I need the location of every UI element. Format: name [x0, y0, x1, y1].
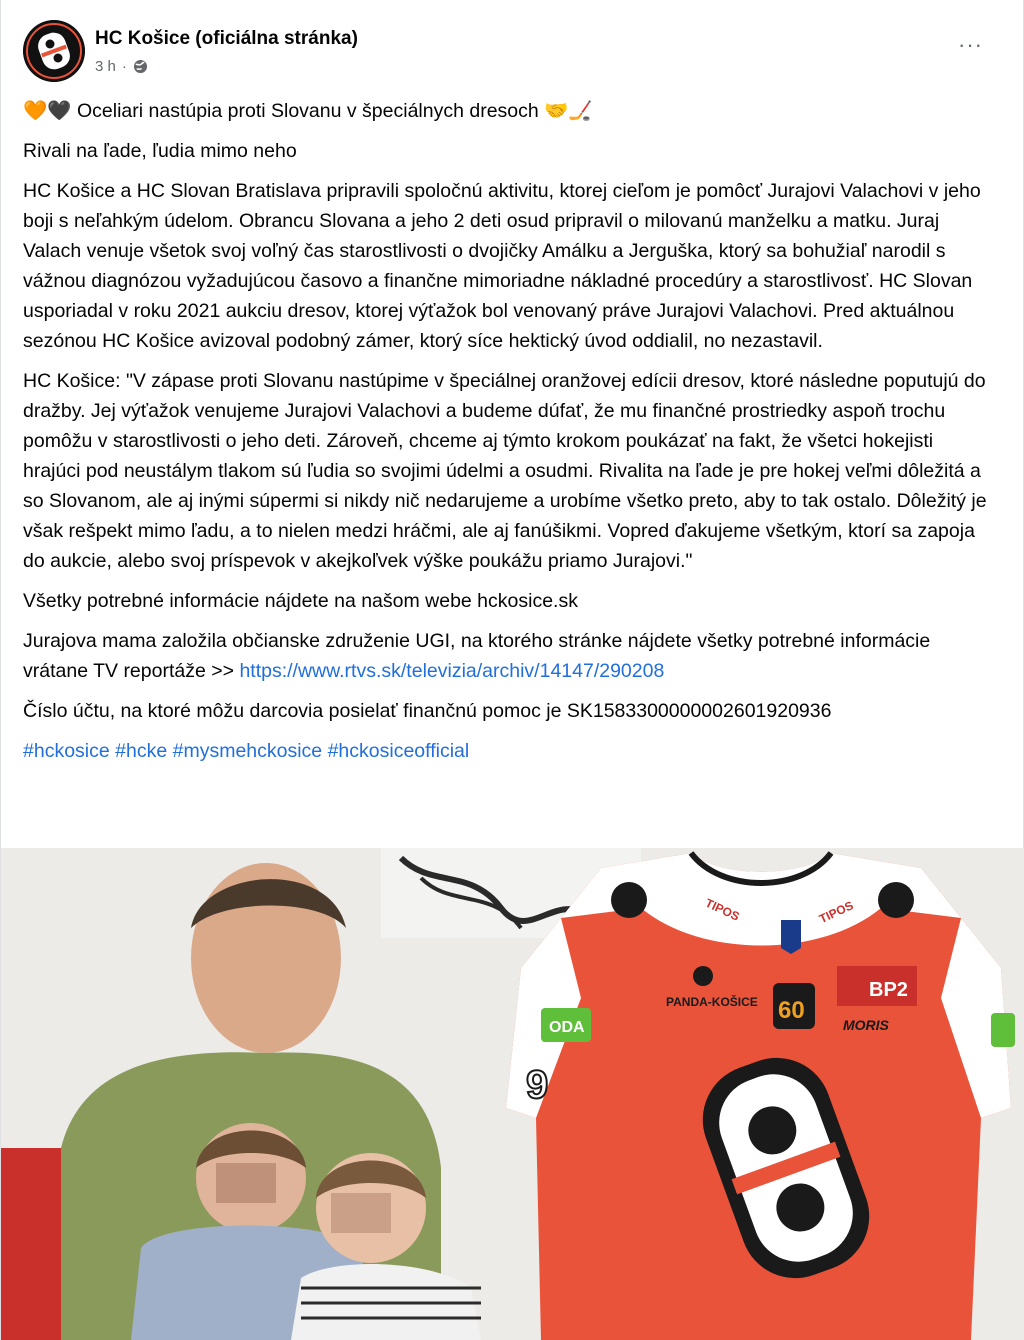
- hashtag-mysmehckosice[interactable]: #mysmehckosice: [172, 740, 323, 762]
- tipos-left: TIPOS: [703, 895, 742, 924]
- headline-emoji-end: 🤝🏒: [544, 100, 593, 122]
- post-paragraph-2: HC Košice: "V zápase proti Slovanu nastúpime v špeciálnej oranžovej edícii dresov, ktoré následne poputujú do dražby. Jej výťažok venujeme Jurajovi Valachovi a budeme dúfať, že mu finančné prostriedky aspoň trochu pomôžu v starostlivosti o jeho deti. Zároveň, chceme aj týmto krokom poukázať na fakt, že všetci hokejisti hrajúci pod neustálym tlakom sú ľudia so svojimi údelmi a osudmi. Rivalita na ľade je pre hokej veľmi dôležitá a so Slovanom, ale aj inými súpermi si nikdy nič nedarujeme a urobíme všetko preto, aby to tak ostalo. Dôležitý je však rešpekt mimo ľadu, a to nielen medzi hráčmi, ale aj fanúšikmi. Vopred ďakujeme všetkým, ktorí sa zapoja do aukcie, alebo svoj príspevok v akejkoľvek výške poukážu priamo Jurajovi.": [23, 370, 987, 572]
- headline-text: Oceliari nastúpia proti Slovanu v špeciálnych dresoch: [76, 100, 539, 122]
- post-paragraph-4: [23, 626, 993, 686]
- post-meta: 3 h ·: [95, 58, 148, 75]
- photo-illustration: [1, 848, 1024, 1340]
- globe-icon: [133, 59, 148, 74]
- page-avatar[interactable]: [23, 20, 85, 82]
- post-time[interactable]: 3 h: [95, 58, 116, 75]
- bp2-sponsor: BP2: [869, 979, 908, 1001]
- page-name[interactable]: HC Košice (oficiálna stránka): [95, 28, 358, 49]
- headline-emoji: 🧡🖤: [23, 100, 72, 122]
- jersey-number: 9: [526, 1063, 549, 1107]
- hashtag-hcke[interactable]: #hcke: [115, 740, 168, 762]
- post-paragraph-3: Všetky potrebné informácie nájdete na našom webe hckosice.sk: [23, 590, 578, 612]
- post-photo[interactable]: [1, 848, 1024, 1340]
- hc-kosice-logo-icon: [23, 20, 85, 82]
- more-dots-icon: ···: [958, 32, 983, 57]
- post-paragraph-1: HC Košice a HC Slovan Bratislava pripravili spoločnú aktivitu, ktorej cieľom je pomôcť Jurajovi Valachovi v jeho boji s neľahkým údelom. Obrancu Slovana a jeho 2 deti osud pripravil o milovanú manželku a matku. Juraj Valach venuje všetok svoj voľný čas starostlivosti o dvojičky Amálku a Jerguška, ktorý sa bohužiaľ narodil s vážnou diagnózou vyžadujúcou časovo a finančne mimoriadne nákladné procedúry a starostlivosť. HC Slovan usporiadal v roku 2021 aukciu dresov, ktorej výťažok bol venovaný práve Jurajovi Valachovi. Pred aktuálnou sezónou HC Košice avizoval podobný zámer, ktorý síce hektický úvod oddialil, no nezastavil.: [23, 180, 981, 352]
- post-subtitle: Rivali na ľade, ľudia mimo neho: [23, 140, 297, 162]
- hashtag-hckosice[interactable]: #hckosice: [23, 740, 110, 762]
- paragraph-4-text: Jurajova mama založila občianske združenie UGI, na ktorého stránke nájdete všetky potrebné informácie vrátane TV reportáže >>: [23, 630, 931, 682]
- hashtag-hckosiceofficial[interactable]: #hckosiceofficial: [327, 740, 470, 762]
- hashtags: [23, 736, 993, 766]
- post-paragraph-5: Číslo účtu, na ktoré môžu darcovia posielať finančnú pomoc je SK1583300000002601920936: [23, 700, 832, 722]
- post-body: [23, 96, 993, 776]
- tipos-right: TIPOS: [816, 898, 856, 927]
- post-headline: [23, 96, 993, 126]
- rtvs-link[interactable]: https://www.rtvs.sk/televizia/archiv/14147/290208: [239, 660, 665, 682]
- moris-sponsor: MORIS: [843, 1017, 889, 1033]
- panda-sponsor: PANDA-KOŠICE: [666, 995, 758, 1009]
- post-header: [23, 20, 1003, 84]
- sleeve-sponsor: ODA: [549, 1019, 585, 1036]
- anniversary-badge: 60: [778, 997, 805, 1024]
- more-options-button[interactable]: [958, 32, 983, 57]
